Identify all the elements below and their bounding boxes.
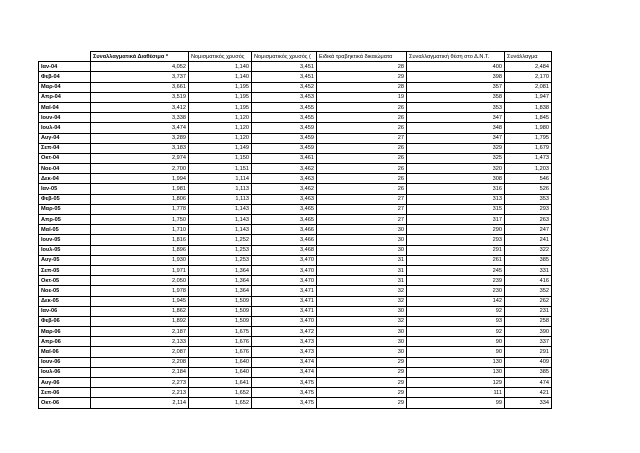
foreign-exchange-cell: 1,947	[505, 92, 552, 102]
monetary-gold-cell: 1,113	[189, 194, 252, 204]
fx-reserves-cell: 2,213	[91, 388, 189, 398]
month-cell: Ιουν-06	[39, 357, 91, 367]
sdr-cell: 28	[317, 82, 407, 92]
imf-position-cell: 325	[407, 153, 505, 163]
month-cell: Μαρ-06	[39, 327, 91, 337]
monetary-gold-2-cell: 3,465	[252, 215, 317, 225]
table-row	[39, 113, 552, 123]
monetary-gold-cell: 1,114	[189, 174, 252, 184]
reserves-table	[38, 51, 552, 409]
imf-position-cell: 130	[407, 367, 505, 377]
monetary-gold-2-cell: 3,463	[252, 194, 317, 204]
sdr-cell: 32	[317, 286, 407, 296]
month-cell: Απρ-06	[39, 337, 91, 347]
monetary-gold-2-cell: 3,462	[252, 164, 317, 174]
foreign-exchange-cell: 385	[505, 255, 552, 265]
month-cell: Φεβ-04	[39, 72, 91, 82]
imf-position-cell: 320	[407, 164, 505, 174]
sdr-cell: 26	[317, 184, 407, 194]
monetary-gold-2-cell: 3,475	[252, 378, 317, 388]
monetary-gold-2-cell: 3,473	[252, 337, 317, 347]
imf-position-cell: 329	[407, 143, 505, 153]
monetary-gold-2-cell: 3,455	[252, 102, 317, 112]
monetary-gold-2-cell: 3,471	[252, 296, 317, 306]
imf-position-cell: 400	[407, 62, 505, 72]
header-sdr: Ειδικά τραβηκτικά δικαιώματα	[317, 52, 407, 62]
table-row	[39, 184, 552, 194]
monetary-gold-cell: 1,675	[189, 327, 252, 337]
foreign-exchange-cell: 2,484	[505, 62, 552, 72]
sdr-cell: 29	[317, 357, 407, 367]
header-monetary-gold-2: Νομισματικός χρυσός (	[252, 52, 317, 62]
imf-position-cell: 142	[407, 296, 505, 306]
table-row	[39, 62, 552, 72]
header-imf-position: Συναλλαγματική θέση στο Δ.Ν.Τ.	[407, 52, 505, 62]
fx-reserves-cell: 1,945	[91, 296, 189, 306]
sdr-cell: 30	[317, 235, 407, 245]
monetary-gold-2-cell: 3,466	[252, 225, 317, 235]
header-row	[39, 52, 552, 62]
monetary-gold-2-cell: 3,461	[252, 153, 317, 163]
month-cell: Φεβ-06	[39, 316, 91, 326]
monetary-gold-2-cell: 3,459	[252, 123, 317, 133]
foreign-exchange-cell: 390	[505, 327, 552, 337]
imf-position-cell: 130	[407, 357, 505, 367]
imf-position-cell: 92	[407, 306, 505, 316]
imf-position-cell: 317	[407, 215, 505, 225]
imf-position-cell: 99	[407, 398, 505, 408]
sdr-cell: 29	[317, 398, 407, 408]
foreign-exchange-cell: 2,170	[505, 72, 552, 82]
fx-reserves-cell: 2,050	[91, 276, 189, 286]
foreign-exchange-cell: 291	[505, 347, 552, 357]
month-cell: Σεπ-06	[39, 388, 91, 398]
table-row	[39, 265, 552, 275]
month-cell: Ιουλ-06	[39, 367, 91, 377]
sdr-cell: 27	[317, 194, 407, 204]
sdr-cell: 31	[317, 276, 407, 286]
fx-reserves-cell: 3,519	[91, 92, 189, 102]
monetary-gold-2-cell: 3,474	[252, 367, 317, 377]
month-cell: Δεκ-04	[39, 174, 91, 184]
table-row	[39, 72, 552, 82]
imf-position-cell: 316	[407, 184, 505, 194]
table-row	[39, 194, 552, 204]
fx-reserves-cell: 1,896	[91, 245, 189, 255]
month-cell: Αυγ-05	[39, 255, 91, 265]
sdr-cell: 29	[317, 72, 407, 82]
foreign-exchange-cell: 331	[505, 265, 552, 275]
fx-reserves-cell: 4,052	[91, 62, 189, 72]
monetary-gold-cell: 1,676	[189, 337, 252, 347]
fx-reserves-cell: 1,892	[91, 316, 189, 326]
monetary-gold-2-cell: 3,459	[252, 143, 317, 153]
monetary-gold-2-cell: 3,465	[252, 204, 317, 214]
monetary-gold-cell: 1,195	[189, 92, 252, 102]
monetary-gold-2-cell: 3,451	[252, 62, 317, 72]
imf-position-cell: 358	[407, 92, 505, 102]
imf-position-cell: 347	[407, 113, 505, 123]
imf-position-cell: 129	[407, 378, 505, 388]
fx-reserves-cell: 3,661	[91, 82, 189, 92]
monetary-gold-2-cell: 3,472	[252, 327, 317, 337]
sdr-cell: 30	[317, 225, 407, 235]
sdr-cell: 28	[317, 62, 407, 72]
imf-position-cell: 315	[407, 204, 505, 214]
foreign-exchange-cell: 526	[505, 184, 552, 194]
sdr-cell: 30	[317, 347, 407, 357]
monetary-gold-2-cell: 3,470	[252, 265, 317, 275]
month-cell: Οκτ-05	[39, 276, 91, 286]
table-row	[39, 337, 552, 347]
table-row	[39, 174, 552, 184]
table-row	[39, 286, 552, 296]
imf-position-cell: 353	[407, 102, 505, 112]
month-cell: Απρ-05	[39, 215, 91, 225]
month-cell: Ιουν-04	[39, 113, 91, 123]
fx-reserves-cell: 3,474	[91, 123, 189, 133]
month-cell: Μαϊ-05	[39, 225, 91, 235]
monetary-gold-cell: 1,113	[189, 184, 252, 194]
monetary-gold-cell: 1,253	[189, 245, 252, 255]
fx-reserves-cell: 2,208	[91, 357, 189, 367]
sdr-cell: 26	[317, 174, 407, 184]
sdr-cell: 26	[317, 102, 407, 112]
foreign-exchange-cell: 337	[505, 337, 552, 347]
table-row	[39, 164, 552, 174]
imf-position-cell: 261	[407, 255, 505, 265]
monetary-gold-cell: 1,652	[189, 398, 252, 408]
fx-reserves-cell: 2,184	[91, 367, 189, 377]
imf-position-cell: 245	[407, 265, 505, 275]
monetary-gold-2-cell: 3,452	[252, 82, 317, 92]
monetary-gold-2-cell: 3,463	[252, 174, 317, 184]
fx-reserves-cell: 1,710	[91, 225, 189, 235]
sdr-cell: 29	[317, 388, 407, 398]
monetary-gold-2-cell: 3,455	[252, 113, 317, 123]
month-cell: Οκτ-04	[39, 153, 91, 163]
sdr-cell: 32	[317, 316, 407, 326]
month-cell: Φεβ-05	[39, 194, 91, 204]
foreign-exchange-cell: 231	[505, 306, 552, 316]
table-row	[39, 82, 552, 92]
foreign-exchange-cell: 474	[505, 378, 552, 388]
sdr-cell: 30	[317, 327, 407, 337]
monetary-gold-2-cell: 3,471	[252, 306, 317, 316]
monetary-gold-cell: 1,652	[189, 388, 252, 398]
table-row	[39, 306, 552, 316]
foreign-exchange-cell: 1,795	[505, 133, 552, 143]
monetary-gold-cell: 1,676	[189, 347, 252, 357]
table-row	[39, 102, 552, 112]
monetary-gold-cell: 1,150	[189, 153, 252, 163]
monetary-gold-cell: 1,253	[189, 255, 252, 265]
header-foreign-exchange: Συνάλλαγμα	[505, 52, 552, 62]
imf-position-cell: 313	[407, 194, 505, 204]
fx-reserves-cell: 1,981	[91, 184, 189, 194]
foreign-exchange-cell: 2,081	[505, 82, 552, 92]
sdr-cell: 26	[317, 113, 407, 123]
foreign-exchange-cell: 258	[505, 316, 552, 326]
monetary-gold-cell: 1,509	[189, 316, 252, 326]
monetary-gold-cell: 1,143	[189, 215, 252, 225]
monetary-gold-cell: 1,641	[189, 378, 252, 388]
table-row	[39, 215, 552, 225]
foreign-exchange-cell: 247	[505, 225, 552, 235]
sdr-cell: 29	[317, 378, 407, 388]
fx-reserves-cell: 3,737	[91, 72, 189, 82]
table-row	[39, 255, 552, 265]
month-cell: Μαϊ-06	[39, 347, 91, 357]
month-cell: Ιουλ-04	[39, 123, 91, 133]
foreign-exchange-cell: 1,838	[505, 102, 552, 112]
imf-position-cell: 347	[407, 133, 505, 143]
monetary-gold-cell: 1,120	[189, 123, 252, 133]
monetary-gold-cell: 1,640	[189, 357, 252, 367]
foreign-exchange-cell: 293	[505, 204, 552, 214]
month-cell: Ιαν-04	[39, 62, 91, 72]
fx-reserves-cell: 1,862	[91, 306, 189, 316]
table-row	[39, 133, 552, 143]
fx-reserves-cell: 2,273	[91, 378, 189, 388]
monetary-gold-cell: 1,364	[189, 286, 252, 296]
imf-position-cell: 93	[407, 316, 505, 326]
monetary-gold-cell: 1,143	[189, 204, 252, 214]
monetary-gold-2-cell: 3,474	[252, 357, 317, 367]
foreign-exchange-cell: 421	[505, 388, 552, 398]
monetary-gold-cell: 1,640	[189, 367, 252, 377]
table-row	[39, 316, 552, 326]
monetary-gold-cell: 1,509	[189, 306, 252, 316]
foreign-exchange-cell: 1,473	[505, 153, 552, 163]
foreign-exchange-cell: 322	[505, 245, 552, 255]
monetary-gold-2-cell: 3,459	[252, 133, 317, 143]
imf-position-cell: 398	[407, 72, 505, 82]
month-cell: Μαρ-04	[39, 82, 91, 92]
fx-reserves-cell: 2,700	[91, 164, 189, 174]
sdr-cell: 31	[317, 265, 407, 275]
table-row	[39, 296, 552, 306]
monetary-gold-cell: 1,151	[189, 164, 252, 174]
foreign-exchange-cell: 1,845	[505, 113, 552, 123]
month-cell: Μαρ-05	[39, 204, 91, 214]
monetary-gold-2-cell: 3,470	[252, 316, 317, 326]
monetary-gold-2-cell: 3,468	[252, 245, 317, 255]
imf-position-cell: 90	[407, 347, 505, 357]
monetary-gold-cell: 1,149	[189, 143, 252, 153]
header-fx-reserves: Συναλλαγματικά Διαθέσιμα *	[91, 52, 189, 62]
month-cell: Αυγ-04	[39, 133, 91, 143]
foreign-exchange-cell: 409	[505, 357, 552, 367]
monetary-gold-cell: 1,120	[189, 133, 252, 143]
sdr-cell: 32	[317, 296, 407, 306]
foreign-exchange-cell: 241	[505, 235, 552, 245]
month-cell: Οκτ-06	[39, 398, 91, 408]
foreign-exchange-cell: 334	[505, 398, 552, 408]
imf-position-cell: 239	[407, 276, 505, 286]
sdr-cell: 27	[317, 204, 407, 214]
table-row	[39, 357, 552, 367]
month-cell: Μαϊ-04	[39, 102, 91, 112]
table-row	[39, 123, 552, 133]
foreign-exchange-cell: 1,980	[505, 123, 552, 133]
fx-reserves-cell: 2,087	[91, 347, 189, 357]
imf-position-cell: 348	[407, 123, 505, 133]
month-cell: Δεκ-05	[39, 296, 91, 306]
foreign-exchange-cell: 263	[505, 215, 552, 225]
fx-reserves-cell: 3,183	[91, 143, 189, 153]
fx-reserves-cell: 1,971	[91, 265, 189, 275]
header-monetary-gold: Νομισματικός χρυσός	[189, 52, 252, 62]
imf-position-cell: 357	[407, 82, 505, 92]
foreign-exchange-cell: 353	[505, 194, 552, 204]
imf-position-cell: 293	[407, 235, 505, 245]
sdr-cell: 27	[317, 215, 407, 225]
monetary-gold-2-cell: 3,471	[252, 286, 317, 296]
fx-reserves-cell: 3,412	[91, 102, 189, 112]
month-cell: Νοε-04	[39, 164, 91, 174]
month-cell: Ιουλ-05	[39, 245, 91, 255]
sdr-cell: 31	[317, 255, 407, 265]
month-cell: Ιαν-05	[39, 184, 91, 194]
month-cell: Ιαν-06	[39, 306, 91, 316]
sdr-cell: 26	[317, 143, 407, 153]
table-row	[39, 388, 552, 398]
table-row	[39, 153, 552, 163]
sdr-cell: 26	[317, 123, 407, 133]
foreign-exchange-cell: 416	[505, 276, 552, 286]
monetary-gold-2-cell: 3,470	[252, 255, 317, 265]
fx-reserves-cell: 1,750	[91, 215, 189, 225]
monetary-gold-2-cell: 3,451	[252, 72, 317, 82]
monetary-gold-cell: 1,120	[189, 113, 252, 123]
table-row	[39, 235, 552, 245]
fx-reserves-cell: 1,816	[91, 235, 189, 245]
monetary-gold-cell: 1,143	[189, 225, 252, 235]
sdr-cell: 19	[317, 92, 407, 102]
foreign-exchange-cell: 1,203	[505, 164, 552, 174]
fx-reserves-cell: 2,133	[91, 337, 189, 347]
imf-position-cell: 111	[407, 388, 505, 398]
fx-reserves-cell: 3,338	[91, 113, 189, 123]
imf-position-cell: 92	[407, 327, 505, 337]
imf-position-cell: 90	[407, 337, 505, 347]
imf-position-cell: 291	[407, 245, 505, 255]
table-row	[39, 276, 552, 286]
monetary-gold-2-cell: 3,475	[252, 388, 317, 398]
month-cell: Σεπ-04	[39, 143, 91, 153]
monetary-gold-cell: 1,364	[189, 276, 252, 286]
fx-reserves-cell: 1,994	[91, 174, 189, 184]
month-cell: Αυγ-06	[39, 378, 91, 388]
monetary-gold-cell: 1,509	[189, 296, 252, 306]
table-row	[39, 225, 552, 235]
fx-reserves-cell: 2,114	[91, 398, 189, 408]
monetary-gold-cell: 1,140	[189, 72, 252, 82]
imf-position-cell: 230	[407, 286, 505, 296]
table-row	[39, 204, 552, 214]
month-cell: Σεπ-05	[39, 265, 91, 275]
fx-reserves-cell: 1,978	[91, 286, 189, 296]
sdr-cell: 29	[317, 367, 407, 377]
table-row	[39, 398, 552, 408]
monetary-gold-cell: 1,195	[189, 102, 252, 112]
monetary-gold-2-cell: 3,462	[252, 184, 317, 194]
fx-reserves-cell: 1,806	[91, 194, 189, 204]
fx-reserves-cell: 1,930	[91, 255, 189, 265]
foreign-exchange-cell: 1,679	[505, 143, 552, 153]
month-cell: Απρ-04	[39, 92, 91, 102]
sdr-cell: 27	[317, 133, 407, 143]
imf-position-cell: 308	[407, 174, 505, 184]
table-row	[39, 347, 552, 357]
sdr-cell: 30	[317, 245, 407, 255]
fx-reserves-cell: 2,974	[91, 153, 189, 163]
table-row	[39, 367, 552, 377]
foreign-exchange-cell: 352	[505, 286, 552, 296]
table-row	[39, 327, 552, 337]
table-row	[39, 245, 552, 255]
monetary-gold-2-cell: 3,475	[252, 398, 317, 408]
fx-reserves-cell: 1,778	[91, 204, 189, 214]
table-row	[39, 92, 552, 102]
sdr-cell: 30	[317, 306, 407, 316]
table-row	[39, 143, 552, 153]
sdr-cell: 30	[317, 337, 407, 347]
foreign-exchange-cell: 262	[505, 296, 552, 306]
monetary-gold-2-cell: 3,470	[252, 276, 317, 286]
monetary-gold-cell: 1,252	[189, 235, 252, 245]
table-row	[39, 378, 552, 388]
foreign-exchange-cell: 546	[505, 174, 552, 184]
month-cell: Νοε-05	[39, 286, 91, 296]
sdr-cell: 26	[317, 164, 407, 174]
month-cell: Ιουν-05	[39, 235, 91, 245]
monetary-gold-cell: 1,195	[189, 82, 252, 92]
monetary-gold-cell: 1,364	[189, 265, 252, 275]
monetary-gold-2-cell: 3,466	[252, 235, 317, 245]
header-corner	[39, 52, 91, 62]
fx-reserves-cell: 3,289	[91, 133, 189, 143]
foreign-exchange-cell: 385	[505, 367, 552, 377]
imf-position-cell: 290	[407, 225, 505, 235]
fx-reserves-cell: 2,187	[91, 327, 189, 337]
sdr-cell: 26	[317, 153, 407, 163]
monetary-gold-2-cell: 3,473	[252, 347, 317, 357]
monetary-gold-2-cell: 3,453	[252, 92, 317, 102]
monetary-gold-cell: 1,140	[189, 62, 252, 72]
